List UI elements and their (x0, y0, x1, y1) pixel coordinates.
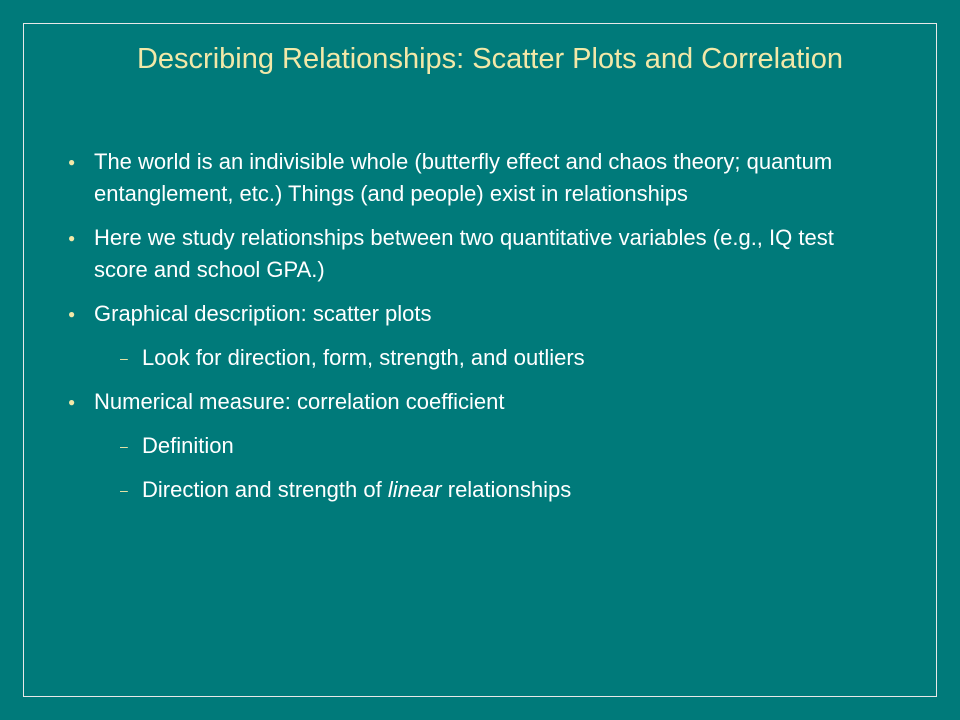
sub-bullet-text: Definition (142, 433, 234, 458)
dash-icon: – (120, 438, 128, 454)
bullet-item (60, 146, 880, 210)
sub-bullet-text-after: relationships (441, 477, 572, 502)
bullet-item (60, 386, 880, 418)
bullet-text: Graphical description: scatter plots (94, 301, 432, 326)
bullet-item (60, 222, 880, 286)
sub-bullet-item (60, 430, 880, 462)
sub-bullet-text: Look for direction, form, strength, and outliers (142, 345, 585, 370)
slide-title: Describing Relationships: Scatter Plots and Correlation (136, 43, 843, 75)
sub-bullet-text-italic: linear (387, 477, 442, 502)
sub-bullet-item (60, 474, 880, 506)
bullet-list (60, 146, 880, 506)
bullet-text: Numerical measure: correlation coefficient (94, 389, 505, 414)
bullet-text: Here we study relationships between two quantitative variables (e.g., IQ test score and school GPA.) (94, 225, 834, 282)
dash-icon: – (120, 350, 128, 366)
bullet-dot-icon: ● (68, 307, 76, 321)
bullet-item (60, 298, 880, 330)
dash-icon: – (120, 482, 128, 498)
sub-bullet-text-before: Direction and strength of (142, 477, 388, 502)
sub-bullet-item (60, 342, 880, 374)
bullet-text: The world is an indivisible whole (butterfly effect and chaos theory; quantum entanglement, etc.) Things (and people) exist in relationships (94, 149, 833, 206)
bullet-dot-icon: ● (68, 155, 76, 169)
bullet-dot-icon: ● (68, 231, 76, 245)
bullet-dot-icon: ● (68, 395, 76, 409)
